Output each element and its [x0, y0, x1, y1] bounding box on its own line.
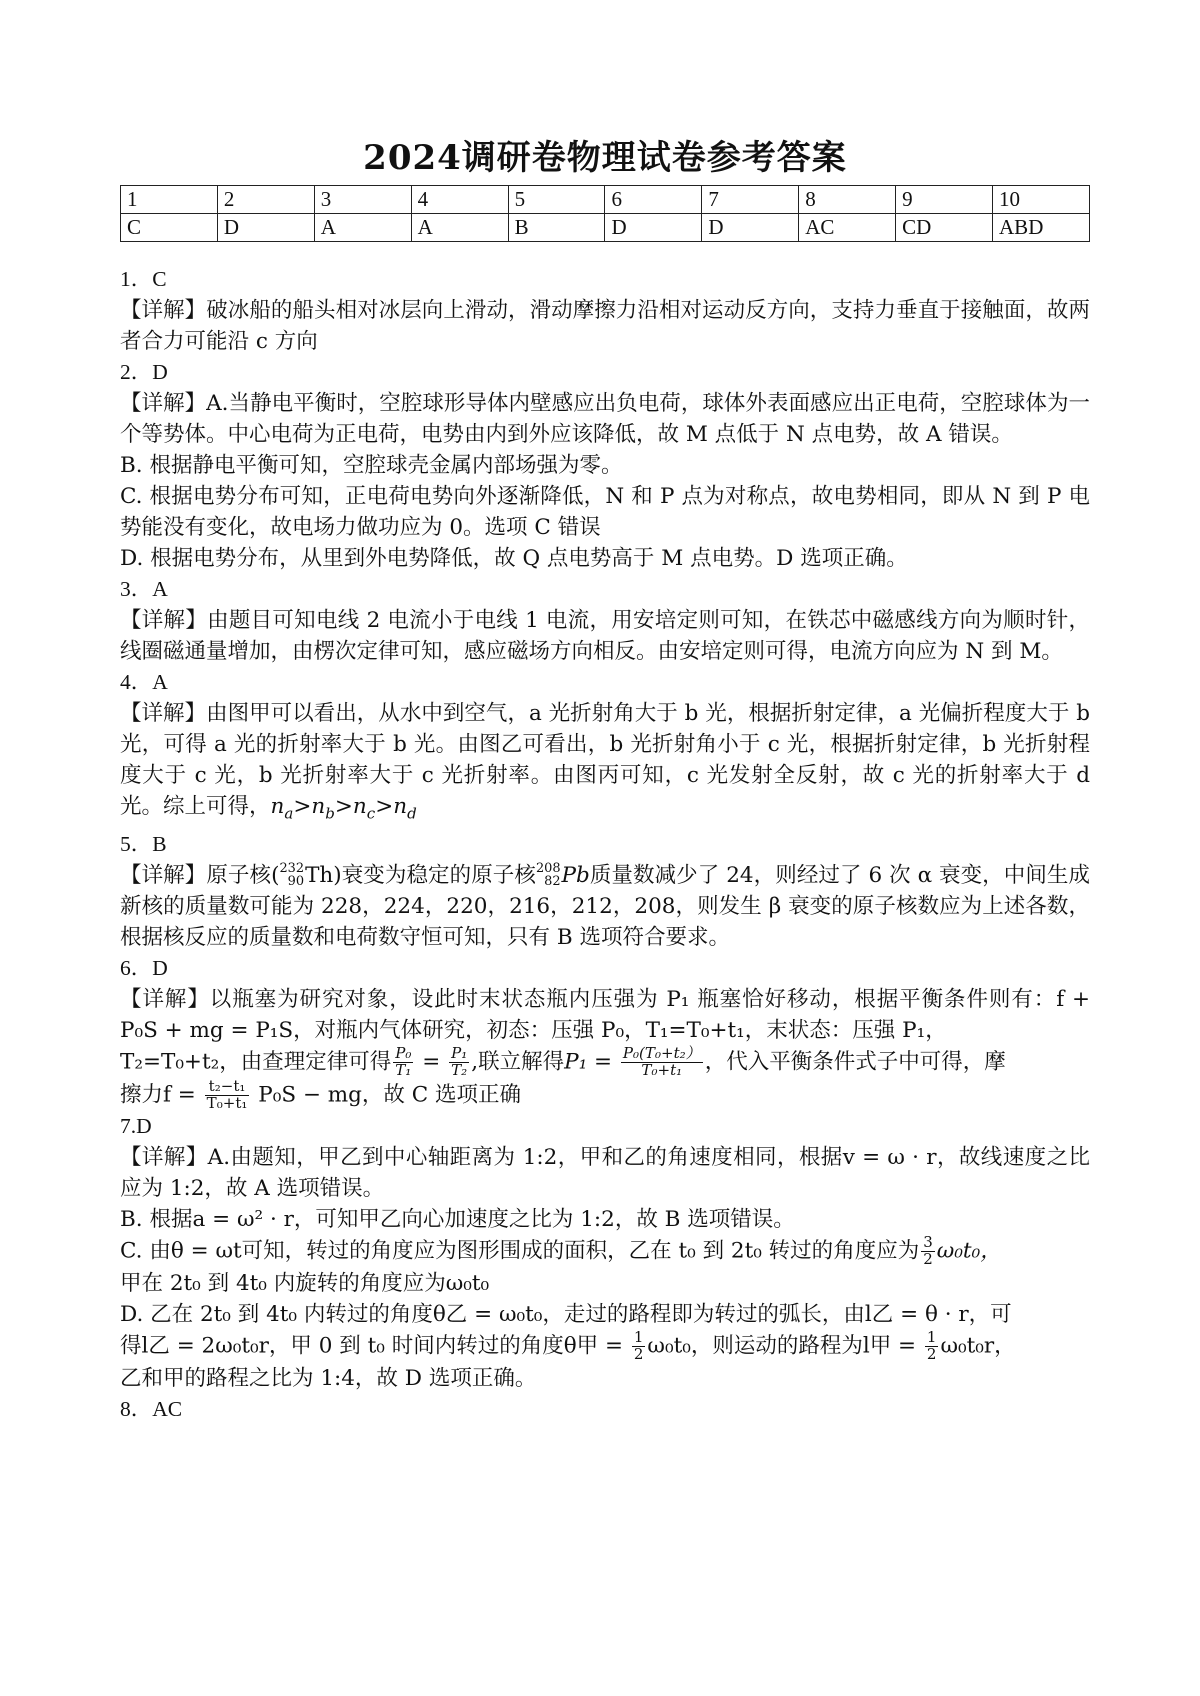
- fraction: $\frac{\text{t₂−t₁}}{\text{T₀+t₁}}$: [206, 1076, 248, 1112]
- question-7-explanation-f: 得l乙 = 2ω₀t₀r，甲 0 到 t₀ 时间内转过的角度θ甲 = $\frac{1}{2}$ ω₀t₀，则运动的路程为l甲 = $\frac{1}{2}$ ω₀t₀r，: [120, 1328, 1016, 1363]
- table-row-answers: [121, 214, 1090, 242]
- table-cell: 10: [993, 186, 1090, 214]
- table-row-numbers: [121, 186, 1090, 214]
- question-6-heading: 6．D: [120, 956, 168, 981]
- table-cell: 3: [314, 186, 411, 214]
- fraction: $\frac{1}{2}$: [633, 1328, 644, 1363]
- question-7-explanation-g: 乙和甲的路程之比为 1:4，故 D 选项正确。: [120, 1365, 537, 1391]
- table-cell: 4: [411, 186, 508, 214]
- question-2-heading: 2．D: [120, 360, 168, 384]
- question-1-explanation: 【详解】破冰船的船头相对冰层向上滑动，滑动摩擦力沿相对运动反方向，支持力垂直于接触面，故两者合力可能沿 c 方向: [120, 298, 1090, 354]
- explanations: [120, 264, 1090, 1425]
- question-2-explanation-c: C. 根据电势分布可知，正电荷电势向外逐渐降低，N 和 P 点为对称点，故电势相同，即从 N 到 P 电势能没有变化，故电场力做功应为 0。选项 C 错误: [120, 484, 1090, 540]
- fraction: $\frac{1}{2}$: [926, 1328, 937, 1363]
- table-cell: 7: [702, 186, 799, 214]
- fraction: $\frac{\text{P₁}}{\text{T₂}}$: [451, 1044, 468, 1080]
- fraction: $\frac{\text{P₀(T₀+t₂）}}{\text{T₀+t₁}}$: [622, 1044, 701, 1080]
- question-2-explanation-a: 【详解】A.当静电平衡时，空腔球形导体内壁感应出负电荷，球体外表面感应出正电荷，空腔球体为一个等势体。中心电荷为正电荷，电势由内到外应该降低，故 M 点低于 N 点电势，故 A 错误。: [120, 391, 1090, 447]
- table-cell: B: [508, 214, 605, 242]
- table-cell: D: [702, 214, 799, 242]
- table-cell: AC: [799, 214, 896, 242]
- question-3-heading: 3．A: [120, 577, 168, 601]
- table-cell: ABD: [993, 214, 1090, 242]
- table-cell: D: [217, 214, 314, 242]
- question-4-explanation: [120, 698, 1090, 829]
- question-8-heading: 8．AC: [120, 1396, 183, 1421]
- table-cell: 1: [121, 186, 218, 214]
- question-7-explanation-c: C. 由θ = ωt可知，转过的角度应为图形围成的面积，乙在 t₀ 到 2t₀ 转过的角度应为 $\frac{3}{2}$ ω₀t₀，: [120, 1233, 1002, 1269]
- answer-table: [120, 185, 1090, 242]
- question-6-explanation-a: 【详解】以瓶塞为研究对象，设此时末状态瓶内压强为 P₁ 瓶塞恰好移动，根据平衡条件则有：f + P₀S + mg = P₁S，对瓶内气体研究，初态：压强 P₀，T₁=T₀+t₁，末状态：压强 P₁，: [120, 987, 1090, 1044]
- question-7-heading: 7.D: [120, 1114, 152, 1139]
- thorium-nuclide: 232 90: [279, 861, 305, 890]
- table-cell: A: [314, 214, 411, 242]
- table-cell: 6: [605, 186, 702, 214]
- question-2-explanation-d: D. 根据电势分布，从里到外电势降低，故 Q 点电势高于 M 点电势。D 选项正确。: [120, 546, 908, 571]
- table-cell: 8: [799, 186, 896, 214]
- lead-nuclide: 208 82: [535, 861, 561, 890]
- question-2-explanation-b: B. 根据静电平衡可知，空腔球壳金属内部场强为零。: [120, 453, 623, 478]
- fraction: $\frac{\text{P₀}}{\text{T₁}}$: [395, 1044, 412, 1080]
- question-7-explanation-e: D. 乙在 2t₀ 到 4t₀ 内转过的角度θ乙 = ω₀t₀，走过的路程即为转过的弧长，由l乙 = θ · r，可: [120, 1302, 1012, 1328]
- page-title: 2024调研卷物理试卷参考答案: [363, 138, 847, 178]
- question-7-explanation-a: 【详解】A.由题知，甲乙到中心轴距离为 1:2，甲和乙的角速度相同，根据v = ω · r，故线速度之比应为 1:2，故 A 选项错误。: [120, 1145, 1090, 1202]
- table-cell: A: [411, 214, 508, 242]
- table-cell: 9: [896, 186, 993, 214]
- question-7-explanation-d: 甲在 2t₀ 到 4t₀ 内旋转的角度应为ω₀t₀: [120, 1271, 490, 1297]
- question-4-heading: 4．A: [120, 670, 168, 694]
- question-5-explanation: 【详解】原子核( 232 90 Th)衰变为稳定的原子核 208 82 Pb质量数减少了 24，则经过了 6 次 α 衰变，中间生成新核的质量数可能为 228，224，220，216，212，208，则发生 β 衰变的原子核数应为上述各数，根据核反应的质量数和电荷数守恒可知，只有 B 选项符合要求。: [120, 861, 1090, 951]
- question-6-explanation-c: 擦力f = $\frac{\text{t₂−t₁}}{\text{T₀+t₁}}$ P₀S − mg，故 C 选项正确: [120, 1076, 522, 1112]
- question-1-heading: 1．C: [120, 267, 167, 291]
- question-7-explanation-b: B. 根据a = ω² · r，可知甲乙向心加速度之比为 1:2，故 B 选项错误。: [120, 1207, 795, 1233]
- table-cell: 5: [508, 186, 605, 214]
- table-cell: C: [121, 214, 218, 242]
- question-5-heading: 5．B: [120, 832, 167, 857]
- table-cell: D: [605, 214, 702, 242]
- table-cell: 2: [217, 186, 314, 214]
- question-4-text: 【详解】由图甲可以看出，从水中到空气，a 光折射角大于 b 光，根据折射定律，a 光偏折程度大于 b 光，可得 a 光的折射率大于 b 光。由图乙可看出，b 光折射角小于 c 光，根据折射定律，b 光折射程度大于 c 光，b 光折射率大于 c 光折射率。由图丙可知，c 光发射全反射，故 c 光的折射率大于 d 光。综上可得，: [120, 701, 1090, 819]
- fraction: $\frac{3}{2}$: [923, 1233, 933, 1269]
- answer-document: [120, 130, 1090, 1425]
- refractive-index-inequality: $n_a>n_b>n_c>n_d$: [270, 794, 417, 823]
- question-3-explanation: 【详解】由题目可知电线 2 电流小于电线 1 电流，用安培定则可知，在铁芯中磁感线方向为顺时针，线圈磁通量增加，由楞次定律可知，感应磁场方向相反。由安培定则可得，电流方向应为 N 到 M。: [120, 608, 1090, 664]
- question-6-explanation-b: T₂=T₀+t₂，由查理定律可得 $\frac{\text{P₀}}{\text{T₁}}$ = $\frac{\text{P₁}}{\text{T₂}}$ ,联立解得P₁ = $\frac{\text{P₀(T₀+t₂）}}{\text{T₀+t₁}}$ ，代入平衡条件式子中可得，摩: [120, 1044, 1006, 1080]
- table-cell: CD: [896, 214, 993, 242]
